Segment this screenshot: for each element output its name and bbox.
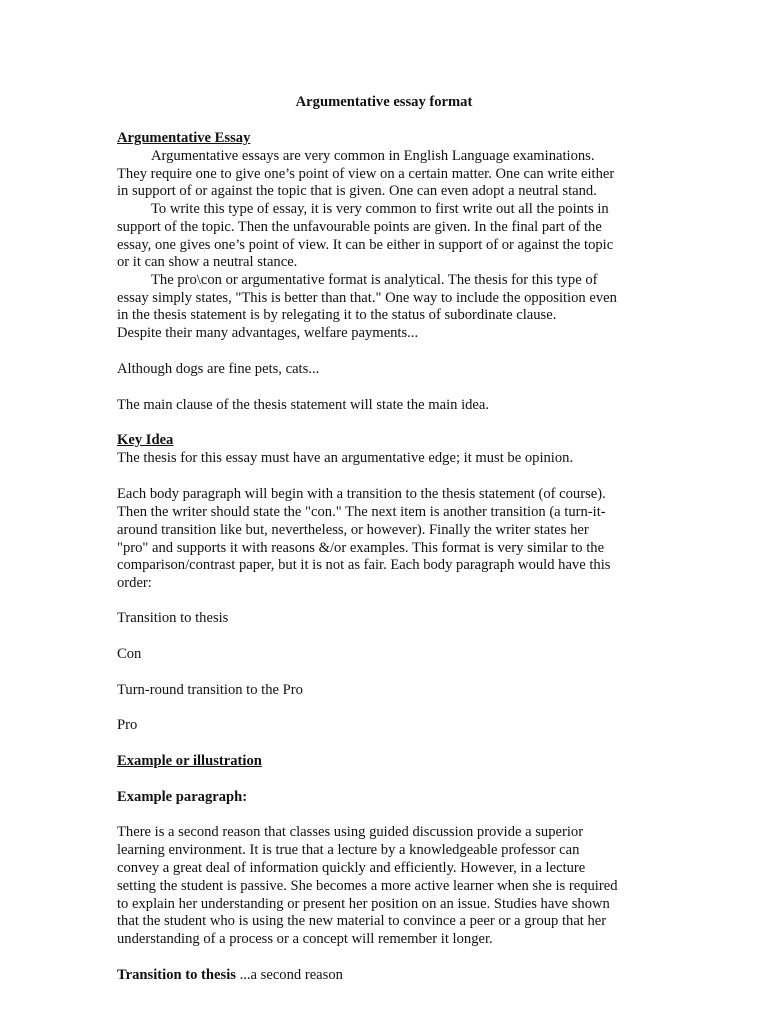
paragraph-4-line-5: comparison/contrast paper, but it is not as fair. Each body paragraph would have this xyxy=(117,557,611,573)
paragraph-4-line-2: Then the writer should state the "con." The next item is another transition (a turn-it- xyxy=(117,504,606,520)
paragraph-5-line-3: convey a great deal of information quickly and efficiently. However, in a lecture xyxy=(117,860,586,876)
paragraph-3-line-2: essay simply states, "This is better than that." One way to include the opposition even xyxy=(117,290,617,306)
paragraph-1-line-1: Argumentative essays are very common in English Language examinations. xyxy=(151,148,595,164)
order-item-transition-to-thesis: Transition to thesis xyxy=(117,610,229,626)
paragraph-3-line-3: in the thesis statement is by relegating it to the status of subordinate clause. xyxy=(117,307,557,323)
paragraph-4-line-3: around transition like but, nevertheless, or however). Finally the writer states her xyxy=(117,522,589,538)
paragraph-3-line-4: Despite their many advantages, welfare payments... xyxy=(117,325,419,341)
paragraph-1-line-2: They require one to give one’s point of view on a certain matter. One can write either xyxy=(117,166,615,182)
paragraph-2-line-4: or it can show a neutral stance. xyxy=(117,254,298,270)
example-heading: Example or illustration xyxy=(117,753,262,769)
paragraph-4-line-4: "pro" and supports it with reasons &/or examples. This format is very similar to the xyxy=(117,540,605,556)
paragraph-4-line-6: order: xyxy=(117,575,152,591)
key-idea-heading: Key Idea xyxy=(117,432,174,448)
paragraph-5-line-1: There is a second reason that classes using guided discussion provide a superior xyxy=(117,824,584,840)
paragraph-5-line-4: setting the student is passive. She becomes a more active learner when she is required xyxy=(117,878,618,894)
final-transition-text: ...a second reason xyxy=(235,967,343,983)
paragraph-5-line-5: to explain her understanding or present her position on an issue. Studies have shown xyxy=(117,896,610,912)
paragraph-2-line-3: essay, one gives one’s point of view. It can be either in support of or against the topic xyxy=(117,237,614,253)
paragraph-5-line-6: that the student who is using the new material to convince a peer or a group that her xyxy=(117,913,607,929)
order-item-pro: Pro xyxy=(117,717,138,733)
order-item-turn-round-transition: Turn-round transition to the Pro xyxy=(117,682,303,698)
paragraph-3-line-1: The pro\con or argumentative format is analytical. The thesis for this type of xyxy=(151,272,598,288)
example-dogs-line: Although dogs are fine pets, cats... xyxy=(117,361,320,377)
final-transition-label: Transition to thesis xyxy=(117,967,236,983)
document-title: Argumentative essay format xyxy=(295,94,473,110)
paragraph-5-line-2: learning environment. It is true that a lecture by a knowledgeable professor can xyxy=(117,842,580,858)
paragraph-2-line-1: To write this type of essay, it is very common to first write out all the points in xyxy=(151,201,609,217)
main-clause-line: The main clause of the thesis statement will state the main idea. xyxy=(117,397,490,413)
paragraph-4-line-1: Each body paragraph will begin with a transition to the thesis statement (of course). xyxy=(117,486,606,502)
paragraph-1-line-3: in support of or against the topic that is given. One can even adopt a neutral stand. xyxy=(117,183,597,199)
order-item-con: Con xyxy=(117,646,142,662)
paragraph-2-line-2: support of the topic. Then the unfavourable points are given. In the final part of the xyxy=(117,219,602,235)
paragraph-5-line-7: understanding of a process or a concept will remember it longer. xyxy=(117,931,493,947)
final-transition-line xyxy=(117,966,343,984)
section-heading-argumentative-essay: Argumentative Essay xyxy=(117,130,251,146)
key-idea-text: The thesis for this essay must have an argumentative edge; it must be opinion. xyxy=(117,450,574,466)
example-paragraph-heading: Example paragraph: xyxy=(117,789,248,805)
